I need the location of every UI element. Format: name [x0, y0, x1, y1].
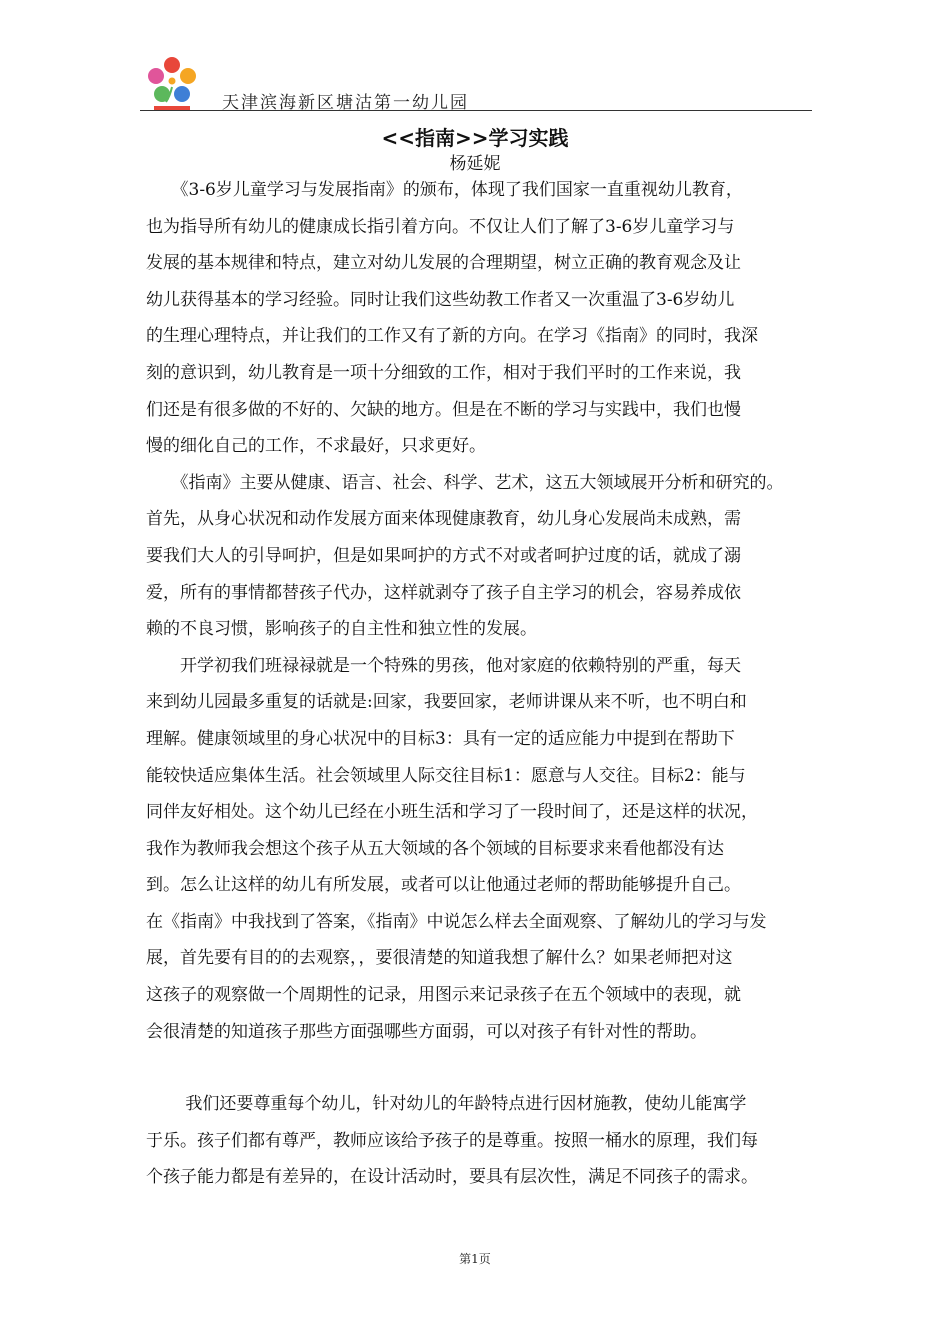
text-line: 来到幼儿园最多重复的话就是:回家，我要回家，老师讲课从来不听，也不明白和 — [146, 692, 747, 713]
text-line: 这孩子的观察做一个周期性的记录，用图示来记录孩子在五个领域中的表现，就 — [146, 985, 741, 1006]
text-line: 于乐。孩子们都有尊严，教师应该给予孩子的是尊重。按照一桶水的原理，我们每 — [146, 1130, 758, 1151]
text-line: 我作为教师我会想这个孩子从五大领域的各个领域的目标要求来看他都没有达 — [146, 838, 724, 859]
text-line: 《指南》主要从健康、语言、社会、科学、艺术，这五大领域展开分析和研究的。 — [146, 472, 784, 493]
text-line: 慢的细化自己的工作，不求最好，只求更好。 — [146, 436, 486, 457]
text-line: 个孩子能力都是有差异的，在设计活动时，要具有层次性，满足不同孩子的需求。 — [146, 1167, 758, 1188]
page-header — [140, 56, 812, 112]
text-line: 理解。健康领域里的身心状况中的目标3：具有一定的适应能力中提到在帮助下 — [146, 728, 735, 749]
text-line: 发展的基本规律和特点，建立对幼儿发展的合理期望，树立正确的教育观念及让 — [146, 253, 741, 274]
school-name: 天津滨海新区塘沽第一幼儿园 — [222, 93, 469, 113]
kindergarten-logo — [146, 56, 198, 112]
text-line: 会很清楚的知道孩子那些方面强哪些方面弱，可以对孩子有针对性的帮助。 — [146, 1021, 707, 1042]
document-author: 杨延妮 — [449, 154, 501, 174]
document-title: <<指南>>学习实践 — [381, 126, 569, 150]
header-divider — [140, 110, 812, 111]
text-line: 开学初我们班禄禄就是一个特殊的男孩，他对家庭的依赖特别的严重，每天 — [146, 655, 741, 676]
text-line: 们还是有很多做的不好的、欠缺的地方。但是在不断的学习与实践中，我们也慢 — [146, 399, 741, 420]
text-line: 展，首先要有目的的去观察，，要很清楚的知道我想了解什么？如果老师把对这 — [146, 948, 733, 969]
text-line: 《3-6岁儿童学习与发展指南》的颁布，体现了我们国家一直重视幼儿教育， — [146, 180, 743, 200]
document-body — [146, 172, 812, 1196]
text-line: 能较快适应集体生活。社会领域里人际交往目标1：愿意与人交往。目标2：能与 — [146, 765, 746, 786]
text-line: 在《指南》中我找到了答案，《指南》中说怎么样去全面观察、了解幼儿的学习与发 — [146, 911, 767, 932]
paragraph — [146, 648, 812, 1051]
paragraph — [146, 465, 812, 648]
text-line: 同伴友好相处。这个幼儿已经在小班生活和学习了一段时间了，还是这样的状况， — [146, 802, 758, 823]
text-line: 爱，所有的事情都替孩子代办，这样就剥夺了孩子自主学习的机会，容易养成依 — [146, 582, 741, 603]
paragraph — [146, 172, 812, 465]
paragraph — [146, 1086, 812, 1196]
flower-logo-icon — [146, 56, 198, 112]
text-line: 要我们大人的引导呵护，但是如果呵护的方式不对或者呵护过度的话，就成了溺 — [146, 545, 741, 566]
text-line: 首先，从身心状况和动作发展方面来体现健康教育，幼儿身心发展尚未成熟，需 — [146, 509, 741, 530]
text-line: 幼儿获得基本的学习经验。同时让我们这些幼教工作者又一次重温了3-6岁幼儿 — [146, 289, 735, 310]
text-line: 赖的不良习惯，影响孩子的自主性和独立性的发展。 — [146, 619, 537, 640]
text-line: 到。怎么让这样的幼儿有所发展，或者可以让他通过老师的帮助能够提升自己。 — [146, 875, 741, 896]
text-line: 刻的意识到，幼儿教育是一项十分细致的工作，相对于我们平时的工作来说，我 — [146, 362, 741, 383]
paragraph-gap — [146, 1050, 812, 1086]
text-line: 也为指导所有幼儿的健康成长指引着方向。不仅让人们了解了3-6岁儿童学习与 — [146, 216, 735, 237]
text-line: 我们还要尊重每个幼儿，针对幼儿的年龄特点进行因材施教，使幼儿能寓学 — [146, 1094, 747, 1115]
text-line: 的生理心理特点，并让我们的工作又有了新的方向。在学习《指南》的同时，我深 — [146, 326, 758, 347]
page-number: 第1页 — [459, 1252, 491, 1266]
